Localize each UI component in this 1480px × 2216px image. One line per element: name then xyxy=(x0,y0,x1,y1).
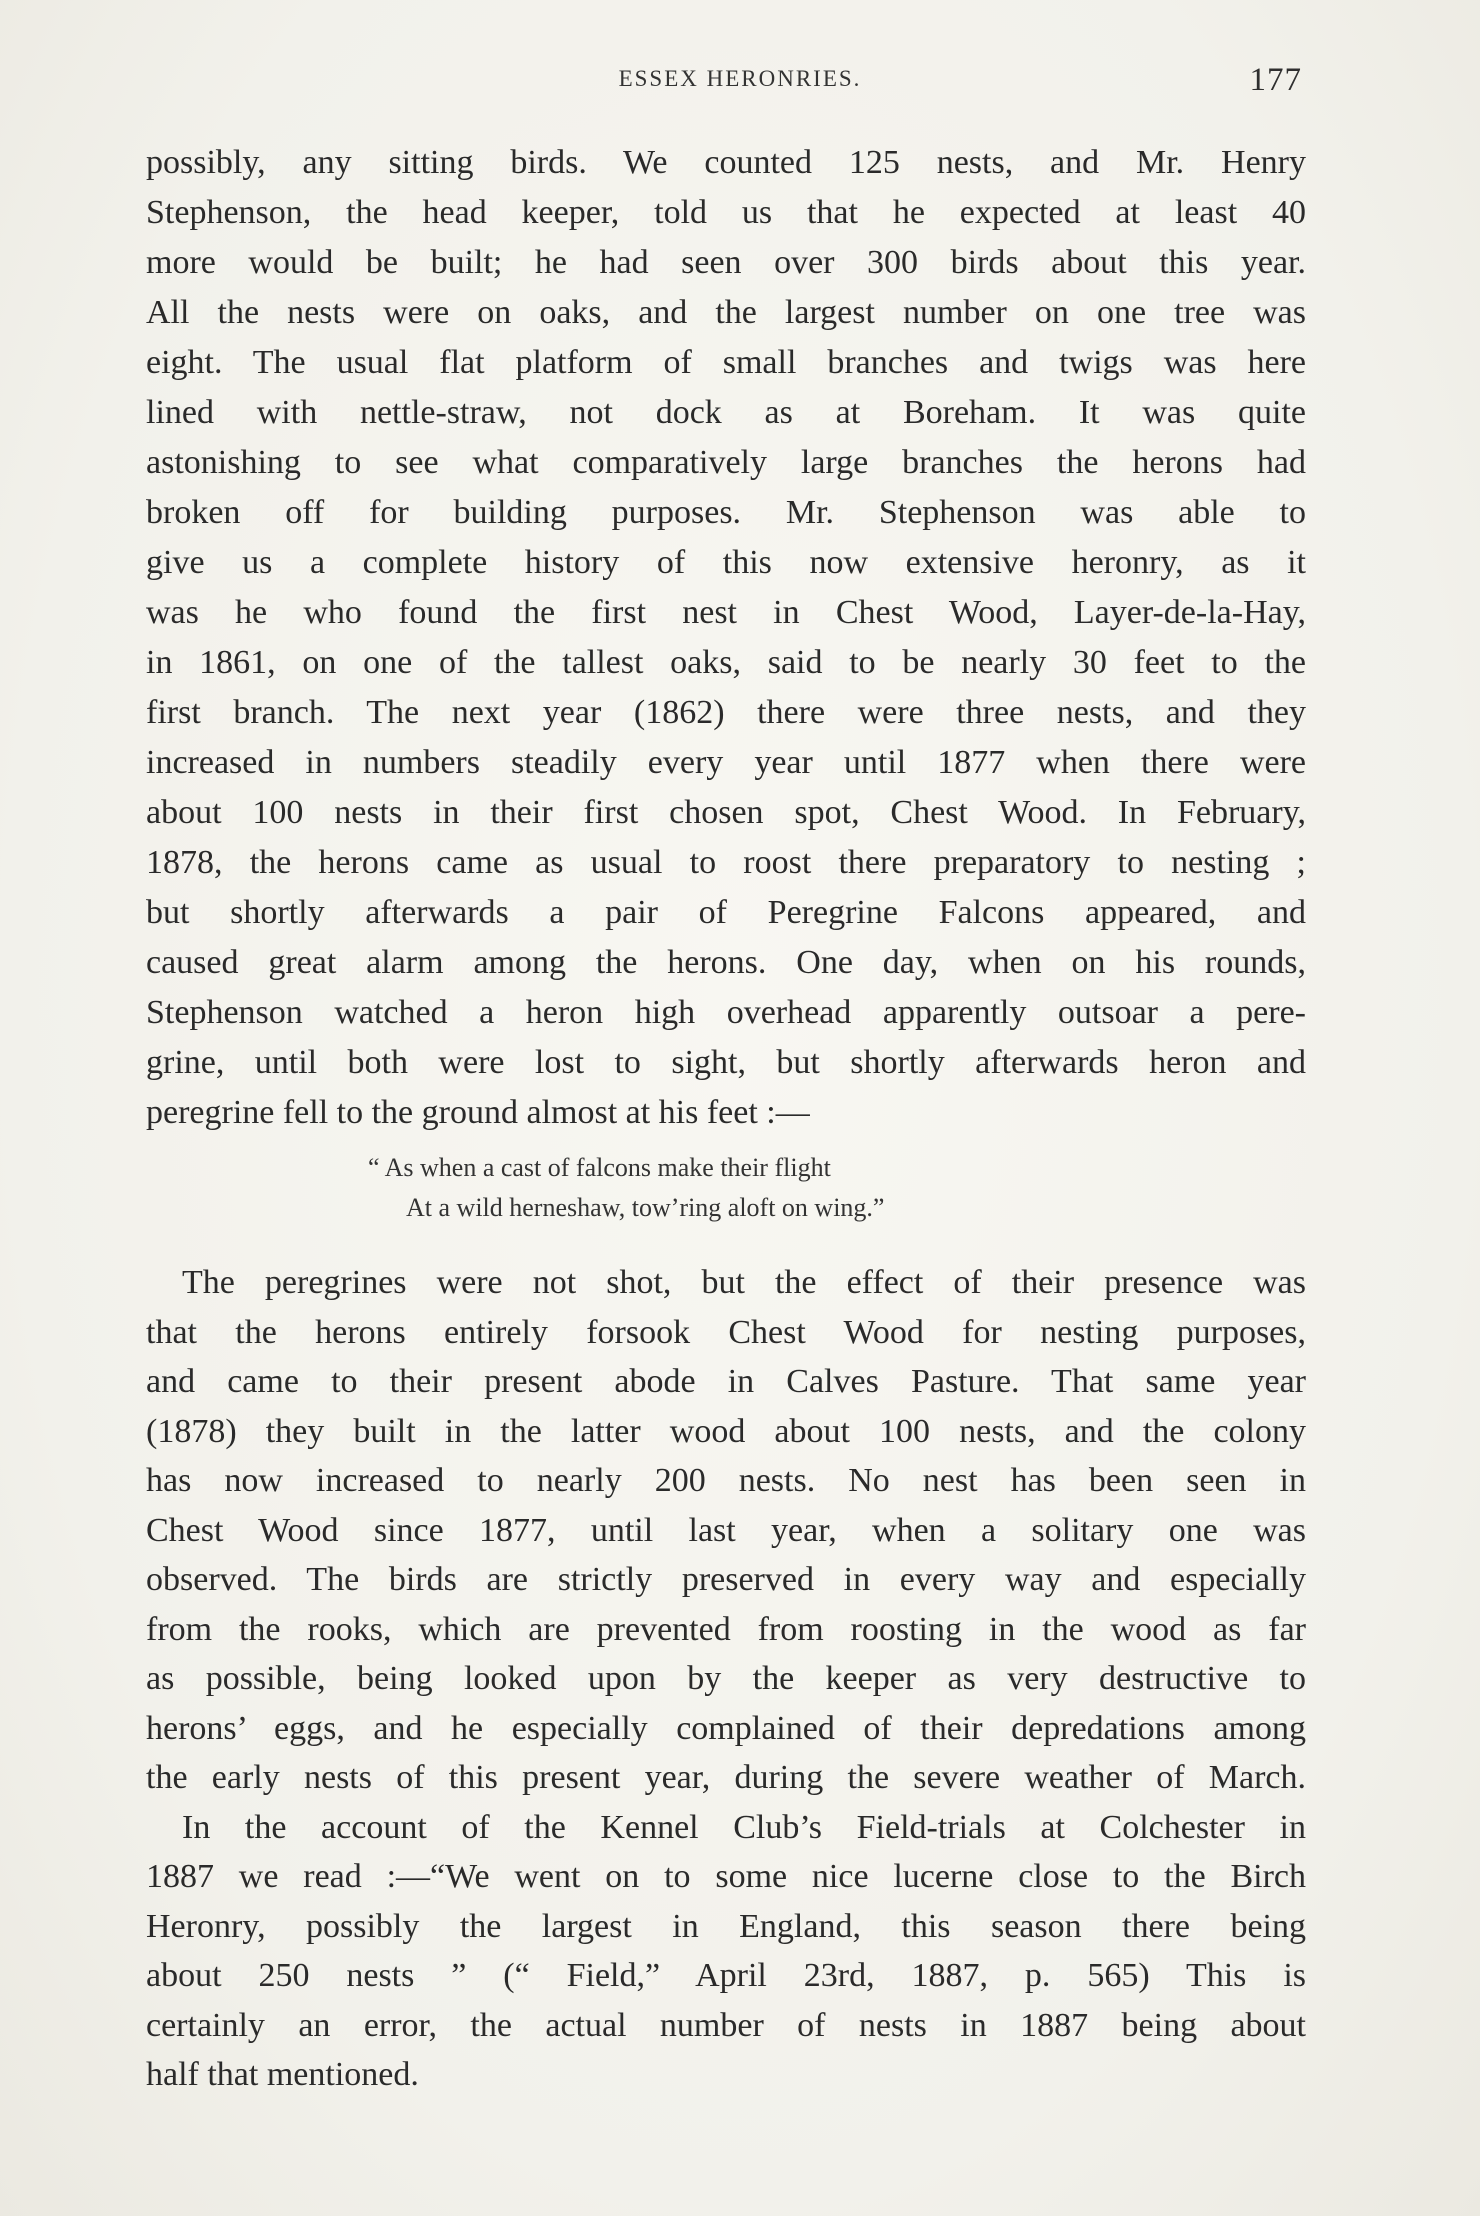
running-title: ESSEX HERONRIES. xyxy=(618,66,862,91)
text-line: possibly, any sitting birds. We counted 125 nests, and Mr. Henry xyxy=(146,144,1306,181)
text-line: that the herons entirely forsook Chest Wood for nesting purposes, xyxy=(146,1313,1306,1351)
text-line: observed. The birds are strictly preserved in every way and especially xyxy=(146,1561,1306,1598)
quotation-line: “ As when a cast of falcons make their flight xyxy=(368,1153,831,1182)
text-line: but shortly afterwards a pair of Peregrine Falcons appeared, and xyxy=(146,894,1306,931)
paragraph-1 xyxy=(146,138,1306,1138)
text-line: (1878) they built in the latter wood about 100 nests, and the colony xyxy=(146,1412,1306,1450)
quotation-line: At a wild herneshaw, tow’ring aloft on wing.” xyxy=(406,1193,885,1222)
text-line: and came to their present abode in Calves Pasture. That same year xyxy=(146,1363,1306,1400)
text-line: as possible, being looked upon by the keeper as very destructive to xyxy=(146,1660,1306,1697)
text-line: the early nests of this present year, during the severe weather of March. xyxy=(146,1759,1306,1796)
text-line: more would be built; he had seen over 300 birds about this year. xyxy=(146,244,1306,281)
text-line: increased in numbers steadily every year until 1877 when there were xyxy=(146,744,1306,781)
text-line: give us a complete history of this now extensive heronry, as it xyxy=(146,544,1306,581)
text-line: about 100 nests in their first chosen spot, Chest Wood. In February, xyxy=(146,794,1306,831)
page-number: 177 xyxy=(1249,62,1302,98)
text-line: from the rooks, which are prevented from roosting in the wood as far xyxy=(146,1610,1306,1648)
text-line: Heronry, possibly the largest in England, this season there being xyxy=(146,1907,1306,1945)
paragraph-2-and-3 xyxy=(146,1258,1306,2100)
text-line: certainly an error, the actual number of nests in 1887 being about xyxy=(146,2006,1306,2044)
text-line: Stephenson watched a heron high overhead apparently outsoar a pere- xyxy=(146,994,1306,1031)
body-text xyxy=(146,138,1306,2093)
text-line: caused great alarm among the herons. One day, when on his rounds, xyxy=(146,944,1306,981)
text-line: 1878, the herons came as usual to roost there preparatory to nesting ; xyxy=(146,844,1306,881)
text-line: half that mentioned. xyxy=(146,2056,419,2093)
text-line: has now increased to nearly 200 nests. No nest has been seen in xyxy=(146,1462,1306,1499)
text-line: grine, until both were lost to sight, but shortly afterwards heron and xyxy=(146,1044,1306,1081)
text-line: lined with nettle-straw, not dock as at Boreham. It was quite xyxy=(146,394,1306,431)
text-line: The peregrines were not shot, but the effect of their presence was xyxy=(182,1264,1306,1301)
text-line: first branch. The next year (1862) there were three nests, and they xyxy=(146,694,1306,731)
text-line: was he who found the first nest in Chest Wood, Layer-de-la-Hay, xyxy=(146,594,1306,631)
text-line: Stephenson, the head keeper, told us that he expected at least 40 xyxy=(146,194,1306,231)
text-line: astonishing to see what comparatively large branches the herons had xyxy=(146,444,1306,481)
text-line: herons’ eggs, and he especially complained of their depredations among xyxy=(146,1709,1306,1747)
text-line: broken off for building purposes. Mr. Stephenson was able to xyxy=(146,494,1306,531)
verse-quotation xyxy=(146,1148,1306,1228)
text-line: in 1861, on one of the tallest oaks, said to be nearly 30 feet to the xyxy=(146,644,1306,681)
text-line: peregrine fell to the ground almost at his feet :— xyxy=(146,1094,810,1131)
text-line: Chest Wood since 1877, until last year, when a solitary one was xyxy=(146,1511,1306,1549)
text-line: eight. The usual flat platform of small branches and twigs was here xyxy=(146,344,1306,381)
text-line: about 250 nests ” (“ Field,” April 23rd, 1887, p. 565) This is xyxy=(146,1957,1306,1994)
text-line: In the account of the Kennel Club’s Field-trials at Colchester in xyxy=(182,1808,1306,1846)
text-line: All the nests were on oaks, and the largest number on one tree was xyxy=(146,294,1306,331)
running-head xyxy=(0,62,1480,102)
text-line: 1887 we read :—“We went on to some nice lucerne close to the Birch xyxy=(146,1858,1306,1895)
